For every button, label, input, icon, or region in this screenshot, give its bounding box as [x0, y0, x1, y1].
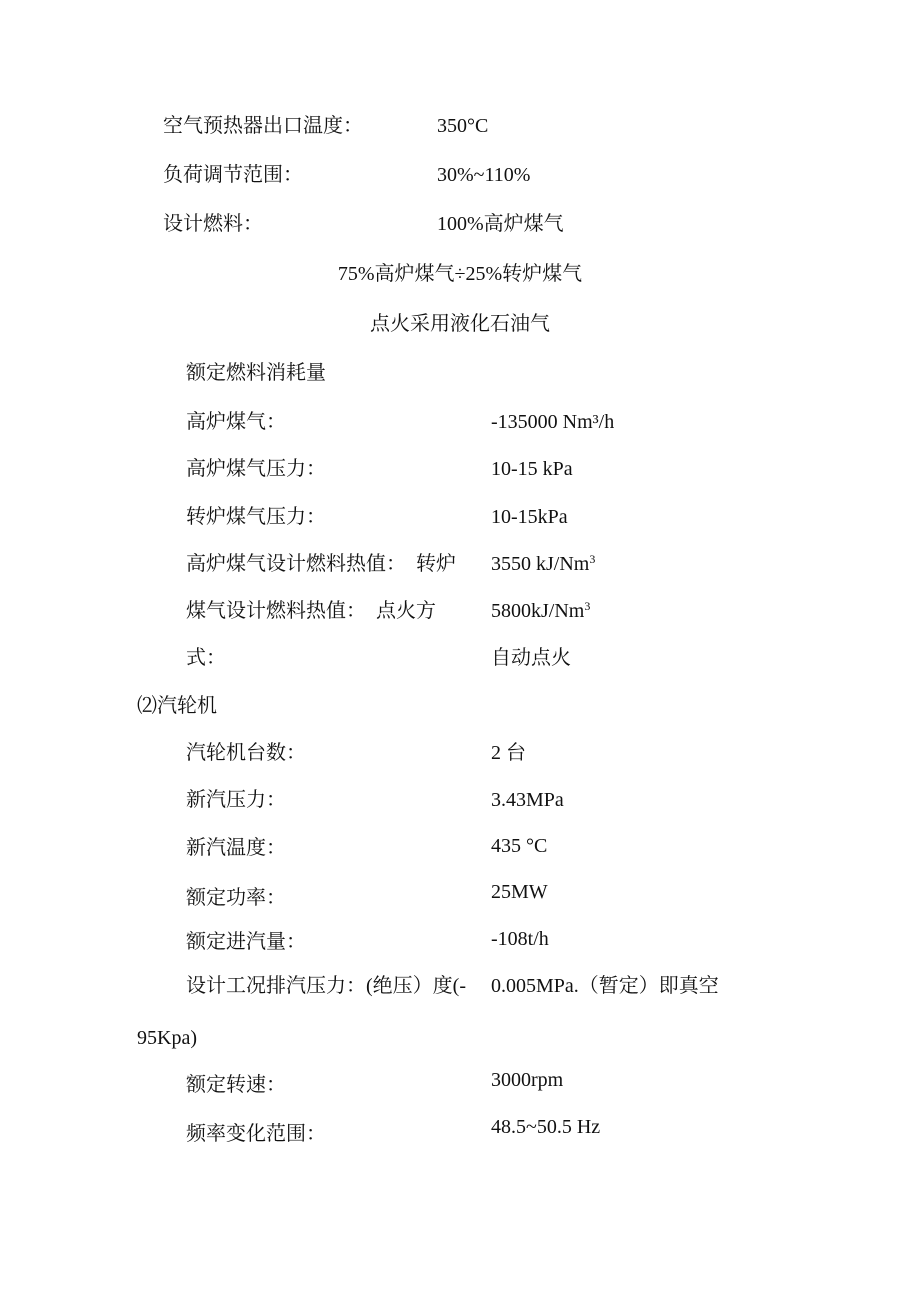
bf-gas-pressure-label: 高炉煤气压力：: [186, 458, 326, 480]
rated-fuel-consumption-heading: 额定燃料消耗量: [186, 362, 326, 384]
turbine-count-value: 2 台: [491, 742, 526, 764]
load-range-label: 负荷调节范围：: [163, 164, 303, 186]
turbine-count-label: 汽轮机台数：: [186, 742, 306, 764]
air-preheater-outlet-temp-label: 空气预热器出口温度：: [163, 115, 363, 137]
turbine-section-heading: ⑵汽轮机: [137, 695, 217, 717]
design-fuel-label: 设计燃料：: [163, 213, 263, 235]
bf-gas-label: 高炉煤气：: [186, 411, 286, 433]
freq-range-label: 频率变化范围：: [186, 1123, 326, 1145]
freq-range-value: 48.5~50.5 Hz: [491, 1116, 601, 1138]
rated-power-label: 额定功率：: [186, 887, 286, 909]
bf-gas-pressure-value: 10-15 kPa: [491, 458, 573, 480]
rated-power-value: 25MW: [491, 881, 548, 903]
air-preheater-outlet-temp-value: 350°C: [437, 115, 489, 137]
design-fuel-value: 100%高炉煤气: [437, 213, 564, 235]
exhaust-pressure-value: 0.005MPa.（暂定）即真空: [491, 975, 719, 997]
ignition-line: 点火采用液化石油气: [370, 313, 550, 335]
steam-temp-label: 新汽温度：: [186, 837, 286, 859]
ignition-mode-value: 自动点火: [491, 647, 571, 669]
steam-temp-value: 435 °C: [491, 835, 548, 857]
rated-steam-flow-value: -108t/h: [491, 928, 549, 950]
heat-value-label-line-2: 煤气设计燃料热值： 点火方: [186, 600, 436, 622]
cf-gas-pressure-value: 10-15kPa: [491, 506, 568, 528]
ignition-mode-label: 式：: [186, 647, 226, 669]
rated-speed-label: 额定转速：: [186, 1074, 286, 1096]
steam-pressure-value: 3.43MPa: [491, 789, 564, 811]
bf-gas-value: -135000 Nm³/h: [491, 411, 615, 433]
exhaust-pressure-continuation: 95Kpa): [137, 1027, 197, 1049]
fuel-mix-line: 75%高炉煤气÷25%转炉煤气: [337, 263, 583, 285]
load-range-value: 30%~110%: [437, 164, 531, 186]
cf-gas-pressure-label: 转炉煤气压力：: [186, 506, 326, 528]
cf-heat-value: 5800kJ/Nm$^3$: [491, 599, 591, 622]
rated-speed-value: 3000rpm: [491, 1069, 564, 1091]
heat-value-label-line-1: 高炉煤气设计燃料热值： 转炉: [186, 553, 456, 575]
rated-steam-flow-label: 额定进汽量：: [186, 931, 306, 953]
bf-heat-value: 3550 kJ/Nm$^3$: [491, 552, 596, 575]
exhaust-pressure-label: 设计工况排汽压力：(绝压）度(-: [186, 975, 466, 997]
steam-pressure-label: 新汽压力：: [186, 789, 286, 811]
